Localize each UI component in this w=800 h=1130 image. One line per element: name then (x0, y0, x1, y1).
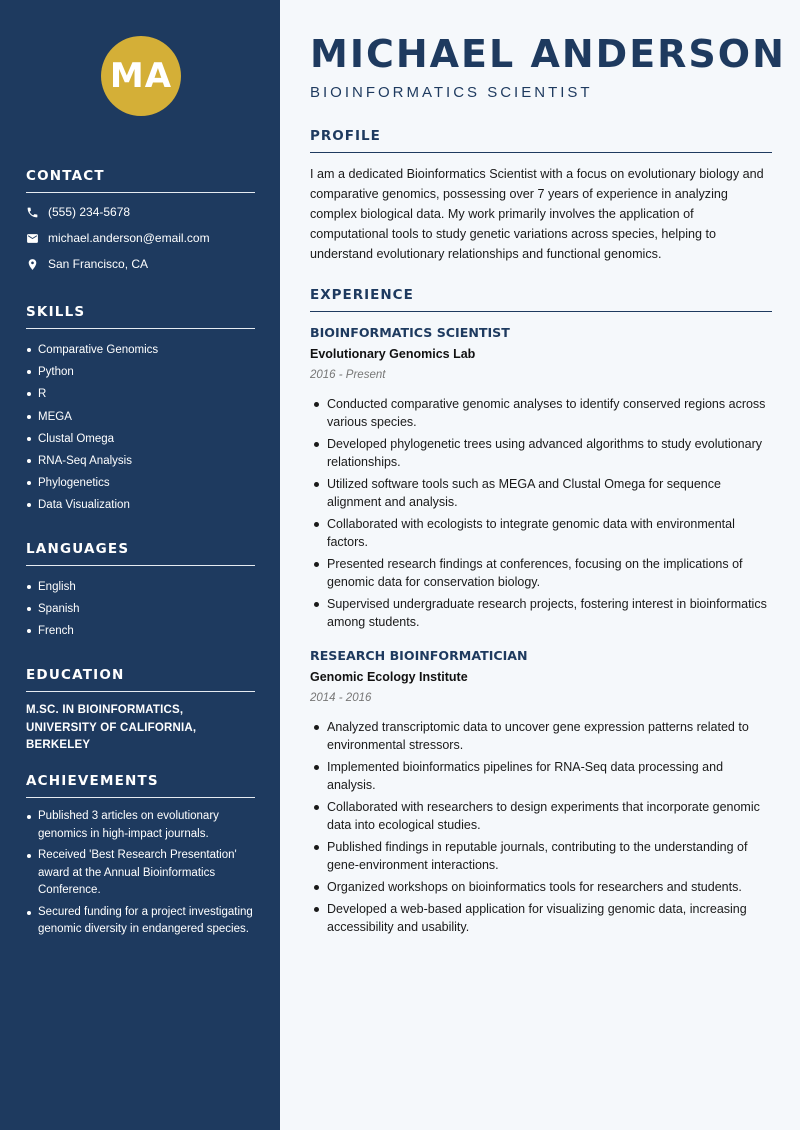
candidate-name: MICHAEL ANDERSON (310, 32, 786, 76)
job-bullet: Utilized software tools such as MEGA and Clustal Omega for sequence alignment and analysis. (310, 475, 772, 511)
sidebar (0, 0, 280, 1130)
skill-item: MEGA (26, 406, 255, 428)
languages-heading: LANGUAGES (26, 541, 255, 566)
job-title: BIOINFORMATICS SCIENTIST (310, 325, 510, 340)
education-heading: EDUCATION (26, 667, 255, 692)
skills-list (26, 339, 255, 517)
language-item: Spanish (26, 598, 255, 620)
skill-item: Python (26, 361, 255, 383)
email-icon (26, 232, 39, 245)
skill-item: Comparative Genomics (26, 339, 255, 361)
contact-phone (26, 199, 255, 225)
language-item: French (26, 620, 255, 642)
education-section (26, 667, 255, 755)
languages-list (26, 576, 255, 643)
job-bullet: Conducted comparative genomic analyses to identify conserved regions across various species. (310, 395, 772, 431)
job-bullets (310, 395, 772, 631)
profile-text: I am a dedicated Bioinformatics Scientist with a focus on evolutionary biology and comparative genomics, possessing over 7 years of experience in analyzing complex biological data. My work primarily involves the application of computational tools to study genetic variations across species, helping to understand evolutionary relationships and functional genomics. (310, 167, 764, 261)
profile-heading: PROFILE (310, 128, 772, 153)
candidate-title: BIOINFORMATICS SCIENTIST (310, 84, 593, 101)
job-company: Evolutionary Genomics Lab (310, 347, 476, 361)
experience-heading: EXPERIENCE (310, 287, 772, 312)
job-bullet: Presented research findings at conferences, focusing on the implications of genomic data for conservation biology. (310, 555, 772, 591)
job-bullet: Collaborated with researchers to design experiments that incorporate genomic data into ecological studies. (310, 798, 772, 834)
job-bullet: Developed phylogenetic trees using advanced algorithms to study evolutionary relationships. (310, 435, 772, 471)
job-entry (310, 325, 772, 635)
job-bullet: Published findings in reputable journals, contributing to the understanding of gene-environment interactions. (310, 838, 772, 874)
language-item: English (26, 576, 255, 598)
job-dates: 2016 - Present (310, 369, 386, 381)
achievement-item: Secured funding for a project investigating genomic diversity in endangered species. (26, 904, 255, 939)
contact-section (26, 168, 255, 277)
contact-email (26, 225, 255, 251)
skill-item: Data Visualization (26, 494, 255, 516)
achievements-heading: ACHIEVEMENTS (26, 773, 255, 798)
skill-item: RNA-Seq Analysis (26, 450, 255, 472)
job-entry (310, 648, 772, 940)
job-bullet: Collaborated with ecologists to integrate genomic data with environmental factors. (310, 515, 772, 551)
location-text: San Francisco, CA (48, 257, 149, 271)
job-company: Genomic Ecology Institute (310, 670, 468, 684)
contact-location (26, 251, 255, 277)
achievements-list (26, 808, 255, 939)
job-bullets (310, 718, 772, 936)
job-bullet: Implemented bioinformatics pipelines for RNA-Seq data processing and analysis. (310, 758, 772, 794)
job-bullet: Supervised undergraduate research projects, fostering interest in bioinformatics among students. (310, 595, 772, 631)
job-bullet: Analyzed transcriptomic data to uncover gene expression patterns related to environmental stressors. (310, 718, 772, 754)
job-dates: 2014 - 2016 (310, 692, 372, 704)
achievements-section (26, 773, 255, 943)
skill-item: Clustal Omega (26, 428, 255, 450)
skills-heading: SKILLS (26, 304, 255, 329)
achievement-item: Received 'Best Research Presentation' award at the Annual Bioinformatics Conference. (26, 847, 255, 900)
job-title: RESEARCH BIOINFORMATICIAN (310, 648, 528, 663)
education-degree: M.SC. IN BIOINFORMATICS, UNIVERSITY OF CALIFORNIA, BERKELEY (26, 704, 197, 751)
email-text: michael.anderson@email.com (48, 231, 210, 245)
languages-section (26, 541, 255, 643)
job-bullet: Organized workshops on bioinformatics tools for researchers and students. (310, 878, 772, 896)
skill-item: R (26, 383, 255, 405)
skills-section (26, 304, 255, 517)
phone-text: (555) 234-5678 (48, 205, 131, 219)
avatar: MA (101, 36, 181, 116)
contact-heading: CONTACT (26, 168, 255, 193)
phone-icon (26, 206, 39, 219)
job-bullet: Developed a web-based application for visualizing genomic data, increasing accessibility and usability. (310, 900, 772, 936)
skill-item: Phylogenetics (26, 472, 255, 494)
location-pin-icon (26, 258, 39, 271)
achievement-item: Published 3 articles on evolutionary genomics in high-impact journals. (26, 808, 255, 843)
